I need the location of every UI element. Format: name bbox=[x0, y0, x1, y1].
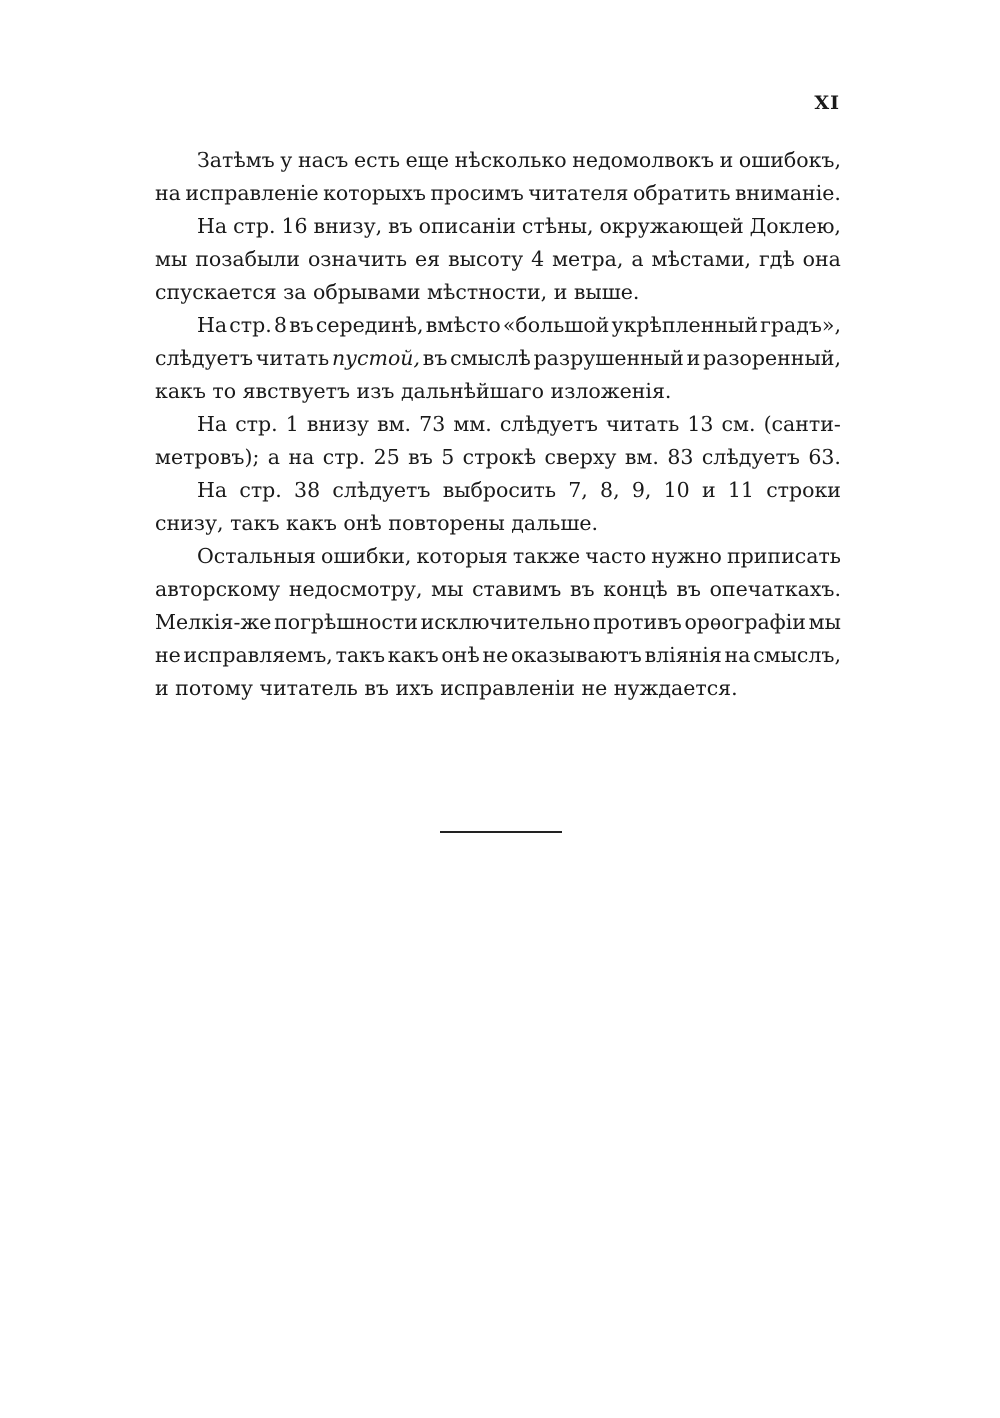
text-line bbox=[155, 474, 841, 507]
word: ошибокъ, bbox=[738, 148, 841, 172]
word: въ bbox=[289, 313, 314, 337]
word: противъ bbox=[593, 610, 682, 634]
word: на bbox=[288, 445, 315, 469]
word: 10 bbox=[663, 478, 690, 502]
word: пустой, bbox=[331, 346, 421, 370]
word: разоренный, bbox=[703, 346, 841, 370]
word: концѣ bbox=[603, 577, 668, 601]
word: 1 bbox=[285, 412, 299, 436]
word: 4 bbox=[531, 247, 545, 271]
word: орѳографіи bbox=[684, 610, 806, 634]
word: также bbox=[512, 544, 581, 568]
word: окружающей bbox=[599, 214, 744, 238]
word: въ bbox=[422, 346, 448, 370]
word: просимъ bbox=[430, 181, 524, 205]
word: смыслъ, bbox=[753, 643, 841, 667]
word: стр. bbox=[239, 478, 282, 502]
word: строки bbox=[766, 478, 841, 502]
word: 9, bbox=[631, 478, 652, 502]
word: часто bbox=[585, 544, 647, 568]
word: которыя bbox=[416, 544, 508, 568]
word: ея bbox=[415, 247, 441, 271]
word: слѣдуетъ bbox=[499, 412, 598, 436]
word: 13 bbox=[687, 412, 714, 436]
text-line: какъ то явствуетъ изъ дальнѣйшаго изложенія. bbox=[155, 379, 672, 403]
word: Затѣмъ bbox=[197, 148, 275, 172]
word: мѣстами, bbox=[651, 247, 752, 271]
word: и bbox=[701, 478, 716, 502]
text-line bbox=[155, 177, 841, 210]
word: 83 bbox=[667, 445, 694, 469]
word: стр. bbox=[229, 313, 272, 337]
word: слѣдуетъ bbox=[701, 445, 800, 469]
word: Доклею, bbox=[749, 214, 841, 238]
word: мм. bbox=[453, 412, 492, 436]
word: ошибки, bbox=[321, 544, 412, 568]
word: нужно bbox=[651, 544, 722, 568]
word: а bbox=[267, 445, 281, 469]
word: исключительно bbox=[420, 610, 591, 634]
word: въ bbox=[570, 577, 595, 601]
word: 11 bbox=[727, 478, 754, 502]
word: гдѣ bbox=[758, 247, 795, 271]
word: вмѣсто bbox=[425, 313, 501, 337]
word: вниманіе. bbox=[735, 181, 841, 205]
word: 38 bbox=[294, 478, 321, 502]
word: недосмотру, bbox=[288, 577, 423, 601]
word: метровъ); bbox=[155, 445, 260, 469]
word: 73 bbox=[419, 412, 446, 436]
word: укрѣпленный bbox=[611, 313, 758, 337]
word: высоту bbox=[448, 247, 524, 271]
word: у bbox=[280, 148, 293, 172]
word: 63. bbox=[808, 445, 841, 469]
word: ставимъ bbox=[472, 577, 562, 601]
page-number: XI bbox=[814, 92, 840, 114]
text-line: спускается за обрывами мѣстности, и выше. bbox=[155, 280, 640, 304]
word: сверху bbox=[544, 445, 617, 469]
word: смыслѣ bbox=[450, 346, 531, 370]
word: градъ», bbox=[760, 313, 841, 337]
body-text bbox=[155, 144, 841, 705]
word: погрѣшности bbox=[274, 610, 418, 634]
word: обратить bbox=[632, 181, 731, 205]
word: строкѣ bbox=[462, 445, 537, 469]
word: слѣдуетъ bbox=[332, 478, 431, 502]
word: Остальныя bbox=[197, 544, 316, 568]
text-line: снизу, такъ какъ онѣ повторены дальше. bbox=[155, 511, 599, 535]
word: выбросить bbox=[442, 478, 556, 502]
word: нѣсколько bbox=[454, 148, 567, 172]
word: въ bbox=[676, 577, 701, 601]
word: вм. bbox=[377, 412, 412, 436]
word: которыхъ bbox=[323, 181, 426, 205]
word: мы bbox=[808, 610, 841, 634]
word: а bbox=[631, 247, 644, 271]
word: насъ bbox=[297, 148, 349, 172]
word: опечаткахъ. bbox=[709, 577, 841, 601]
word: (санти- bbox=[763, 412, 841, 436]
word: 25 bbox=[373, 445, 400, 469]
word: На bbox=[197, 412, 228, 436]
word: мы bbox=[155, 247, 188, 271]
word: есть bbox=[353, 148, 401, 172]
text-line bbox=[155, 441, 841, 474]
word: внизу, bbox=[313, 214, 383, 238]
word: позабыли bbox=[195, 247, 300, 271]
word: 16 bbox=[281, 214, 308, 238]
word: серединѣ, bbox=[315, 313, 424, 337]
word: она bbox=[802, 247, 841, 271]
text-line: и потому читатель въ ихъ исправленіи не нуждается. bbox=[155, 676, 738, 700]
word: недомолвокъ bbox=[572, 148, 714, 172]
word: внизу bbox=[306, 412, 369, 436]
text-line bbox=[155, 408, 841, 441]
word: разрушенный bbox=[533, 346, 684, 370]
word: не bbox=[482, 643, 509, 667]
word: на bbox=[724, 643, 751, 667]
word: не bbox=[155, 643, 181, 667]
word: такъ bbox=[335, 643, 385, 667]
word: стр. bbox=[235, 412, 278, 436]
word: приписать bbox=[726, 544, 841, 568]
text-line bbox=[155, 573, 841, 606]
text-line bbox=[155, 210, 841, 243]
word: «большой bbox=[502, 313, 610, 337]
word: и bbox=[686, 346, 701, 370]
word: стѣны, bbox=[521, 214, 594, 238]
word: стр. bbox=[322, 445, 366, 469]
word: на bbox=[155, 181, 181, 205]
word: вм. bbox=[624, 445, 659, 469]
word: въ bbox=[388, 214, 413, 238]
word: стр. bbox=[233, 214, 276, 238]
word: оказываютъ bbox=[510, 643, 642, 667]
text-line bbox=[155, 606, 841, 639]
word: 7, bbox=[568, 478, 588, 502]
word: слѣдуетъ bbox=[155, 346, 254, 370]
text-line bbox=[155, 144, 841, 177]
word: На bbox=[197, 214, 228, 238]
word: исправляемъ, bbox=[183, 643, 333, 667]
word: см. bbox=[721, 412, 756, 436]
word: исправленіе bbox=[185, 181, 319, 205]
text-line bbox=[155, 540, 841, 573]
word: читать bbox=[605, 412, 680, 436]
word: 5 bbox=[441, 445, 455, 469]
word: означить bbox=[307, 247, 408, 271]
word: 8 bbox=[273, 313, 287, 337]
word: 8, bbox=[600, 478, 620, 502]
word: читателя bbox=[528, 181, 629, 205]
word: еще bbox=[405, 148, 449, 172]
word: въ bbox=[408, 445, 433, 469]
word: и bbox=[719, 148, 734, 172]
word: мы bbox=[431, 577, 464, 601]
word: авторскому bbox=[155, 577, 281, 601]
word: Мелкія-же bbox=[155, 610, 272, 634]
word: читать bbox=[255, 346, 330, 370]
word: На bbox=[197, 478, 228, 502]
word: онѣ bbox=[441, 643, 480, 667]
text-line bbox=[155, 342, 841, 375]
text-line bbox=[155, 639, 841, 672]
word: вліянія bbox=[644, 643, 722, 667]
text-line bbox=[155, 243, 841, 276]
word: какъ bbox=[387, 643, 439, 667]
word: описаніи bbox=[418, 214, 516, 238]
section-divider bbox=[440, 831, 562, 833]
word: метра, bbox=[552, 247, 624, 271]
word: На bbox=[197, 313, 228, 337]
text-line bbox=[155, 309, 841, 342]
